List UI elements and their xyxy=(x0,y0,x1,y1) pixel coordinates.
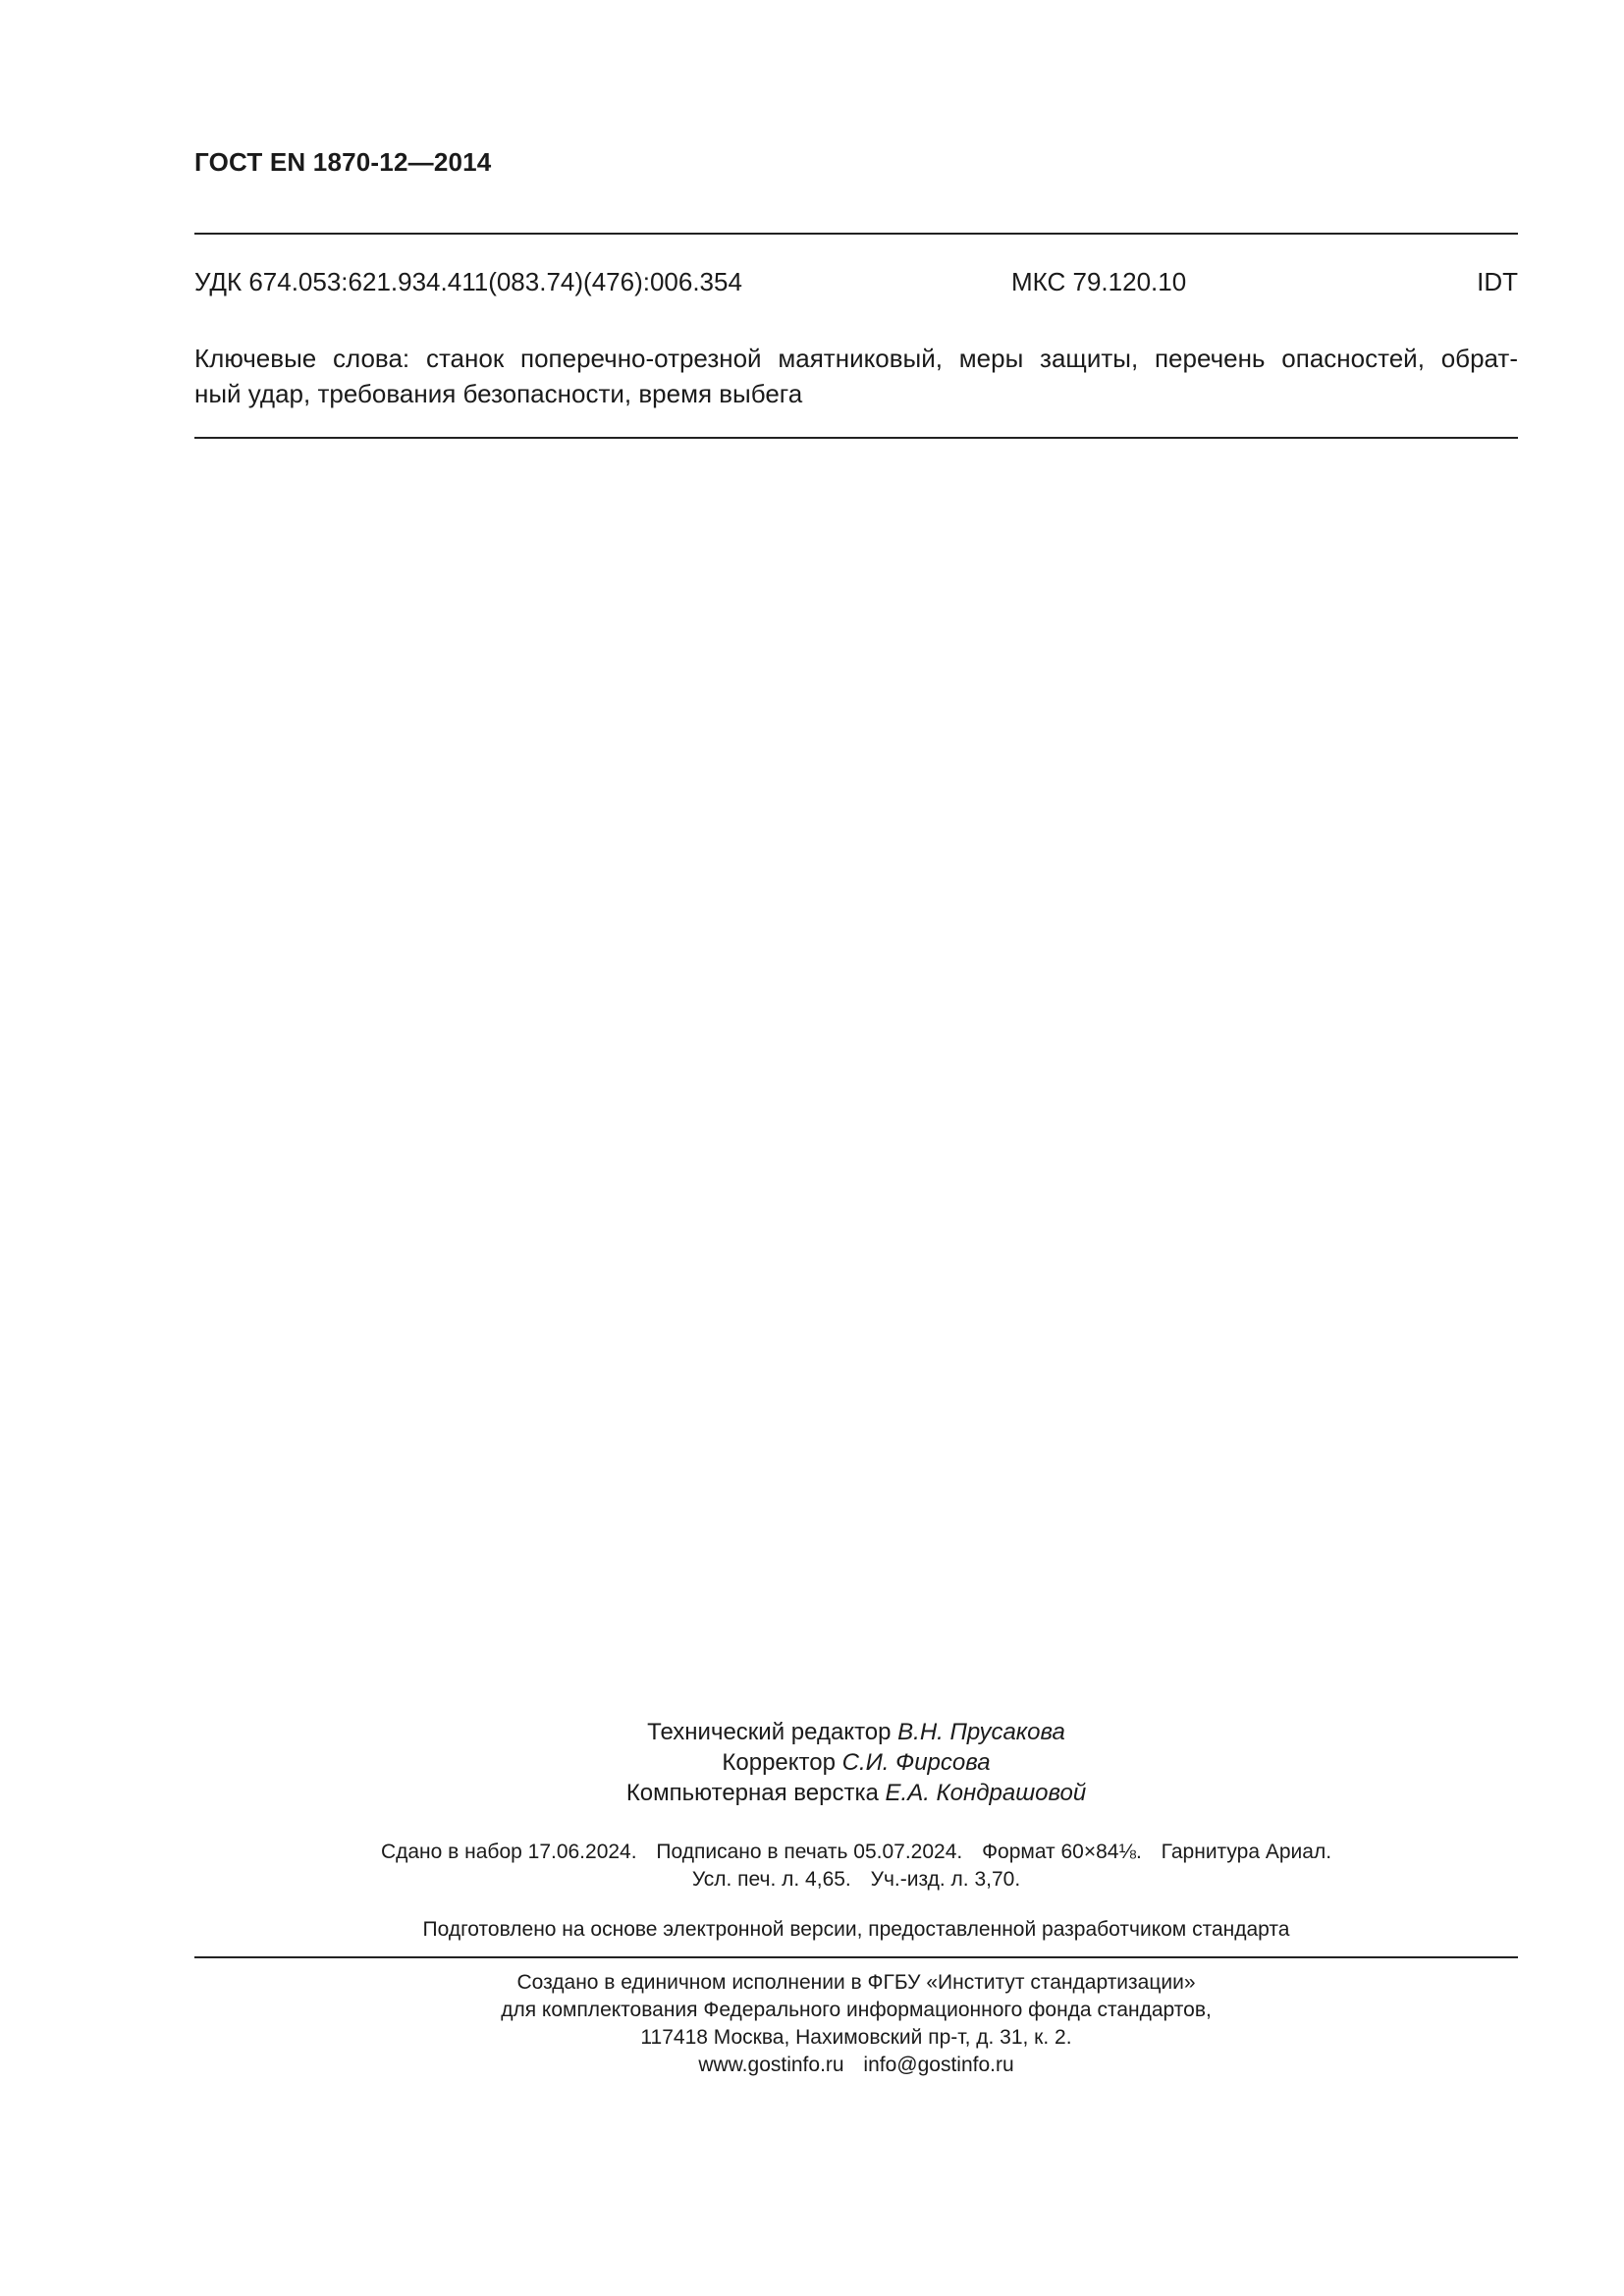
mks-code: МКС 79.120.10 xyxy=(1011,267,1187,296)
credits xyxy=(194,1717,1518,1808)
typeface: Гарнитура Ариал. xyxy=(1161,1841,1332,1863)
publisher-line-2: для комплектования Федерального информационного фонда стандартов, xyxy=(501,1999,1212,2021)
print-info-line-1 xyxy=(194,1839,1518,1866)
publisher-sheets: Уч.-изд. л. 3,70. xyxy=(870,1868,1021,1891)
print-format: Формат 60×84⅛. xyxy=(982,1841,1142,1863)
prepared-note: Подготовлено на основе электронной версии, предоставленной разработчиком стандарта xyxy=(422,1918,1290,1941)
keywords-line-1: Ключевые слова: станок поперечно-отрезной маятниковый, меры защиты, перечень опасностей, обрат- xyxy=(194,344,1518,373)
tech-editor-name: В.Н. Прусакова xyxy=(897,1719,1065,1745)
publisher-contacts xyxy=(194,2052,1518,2079)
tech-editor-line xyxy=(194,1717,1518,1747)
email-link[interactable]: info@gostinfo.ru xyxy=(863,2054,1014,2076)
tech-editor-label: Технический редактор xyxy=(647,1719,892,1745)
bottom-divider xyxy=(194,1956,1518,1958)
layout-name: Е.А. Кондрашовой xyxy=(885,1780,1087,1806)
publisher-line-1: Создано в единичном исполнении в ФГБУ «Институт стандартизации» xyxy=(516,1971,1196,1994)
print-info xyxy=(194,1839,1518,1894)
print-sheets: Усл. печ. л. 4,65. xyxy=(691,1868,851,1891)
idt-label: IDT xyxy=(1477,267,1518,296)
udk-code: УДК 674.053:621.934.411(083.74)(476):006.354 xyxy=(194,267,742,296)
corrector-name: С.И. Фирсова xyxy=(841,1749,991,1776)
website-link[interactable]: www.gostinfo.ru xyxy=(698,2054,844,2076)
publisher-address: 117418 Москва, Нахимовский пр-т, д. 31, к. 2. xyxy=(640,2026,1072,2049)
keywords-line-2: ный удар, требования безопасности, время выбега xyxy=(194,379,803,408)
signed-date: Подписано в печать 05.07.2024. xyxy=(656,1841,963,1863)
document-code: ГОСТ EN 1870-12—2014 xyxy=(194,147,492,177)
keywords xyxy=(194,341,1518,411)
classification-row xyxy=(194,267,1518,300)
keywords-divider xyxy=(194,437,1518,439)
publisher-info xyxy=(194,1969,1518,2079)
top-divider xyxy=(194,233,1518,235)
print-info-line-2 xyxy=(194,1866,1518,1894)
corrector-label: Корректор xyxy=(722,1749,836,1776)
submitted-date: Сдано в набор 17.06.2024. xyxy=(380,1841,637,1863)
layout-line xyxy=(194,1778,1518,1808)
layout-label: Компьютерная верстка xyxy=(625,1780,879,1806)
corrector-line xyxy=(194,1747,1518,1778)
